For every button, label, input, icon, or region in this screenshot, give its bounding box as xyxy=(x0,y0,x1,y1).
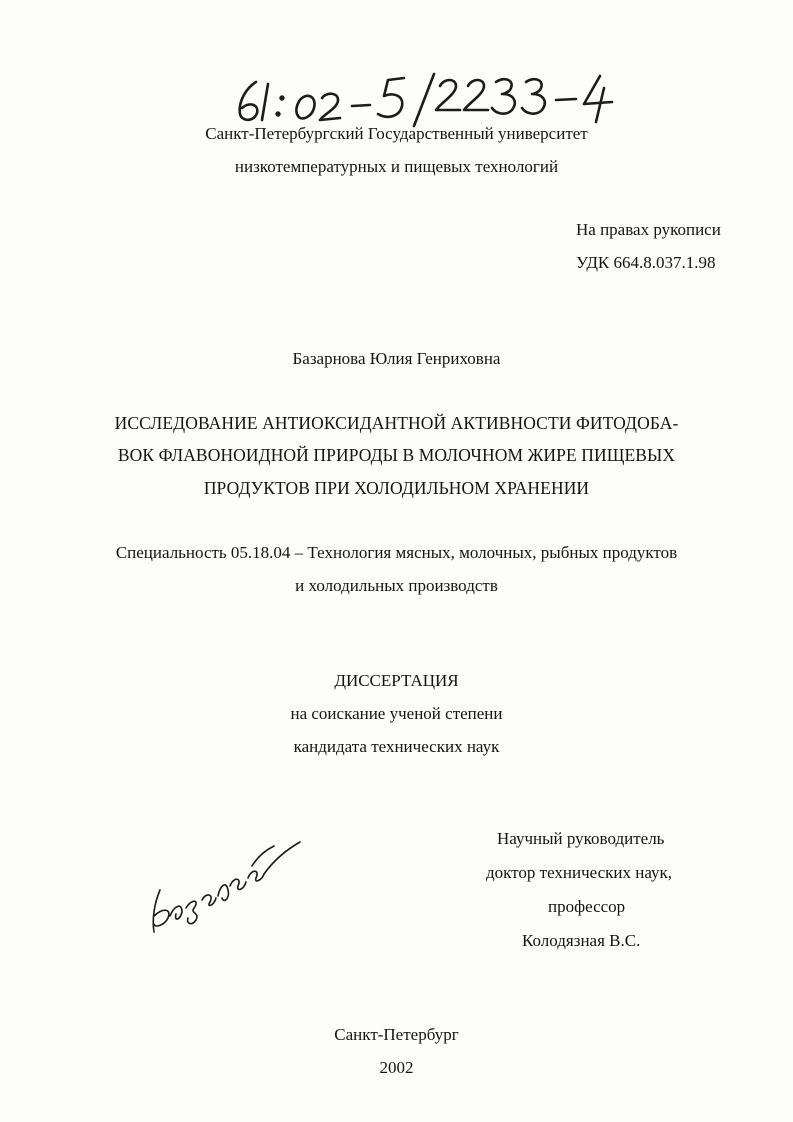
degree-line1: на соискание ученой степени xyxy=(290,704,503,723)
specialty-line1: Специальность 05.18.04 – Технология мясных, молочных, рыбных продуктов xyxy=(115,543,678,562)
supervisor-title: профессор xyxy=(548,897,626,916)
university-name-line2: низкотемпературных и пищевых технологий xyxy=(234,157,559,176)
thesis-title-line1: ИССЛЕДОВАНИЕ АНТИОКСИДАНТНОЙ АКТИВНОСТИ ФИТОДОБА- xyxy=(114,413,679,433)
author-signature xyxy=(140,820,310,950)
city: Санкт-Петербург xyxy=(334,1025,459,1044)
specialty-line2: и холодильных производств xyxy=(295,576,498,595)
udc-code: УДК 664.8.037.1.98 xyxy=(576,253,716,272)
supervisor-degree: доктор технических наук, xyxy=(486,863,673,882)
university-name-line1: Санкт-Петербургский Государственный университет xyxy=(205,124,588,143)
dissertation-heading: ДИССЕРТАЦИЯ xyxy=(334,671,459,690)
supervisor-name: Колодязная В.С. xyxy=(522,931,641,950)
handwritten-archive-code xyxy=(228,68,628,130)
manuscript-rights: На правах рукописи xyxy=(576,220,721,239)
year: 2002 xyxy=(379,1058,414,1077)
supervisor-role: Научный руководитель xyxy=(497,829,665,848)
author-name: Базарнова Юлия Генриховна xyxy=(292,349,501,368)
thesis-title-line3: ПРОДУКТОВ ПРИ ХОЛОДИЛЬНОМ ХРАНЕНИИ xyxy=(203,478,590,498)
degree-line2: кандидата технических наук xyxy=(293,737,500,756)
thesis-title-line2: ВОК ФЛАВОНОИДНОЙ ПРИРОДЫ В МОЛОЧНОМ ЖИРЕ ПИЩЕВЫХ xyxy=(117,445,676,465)
